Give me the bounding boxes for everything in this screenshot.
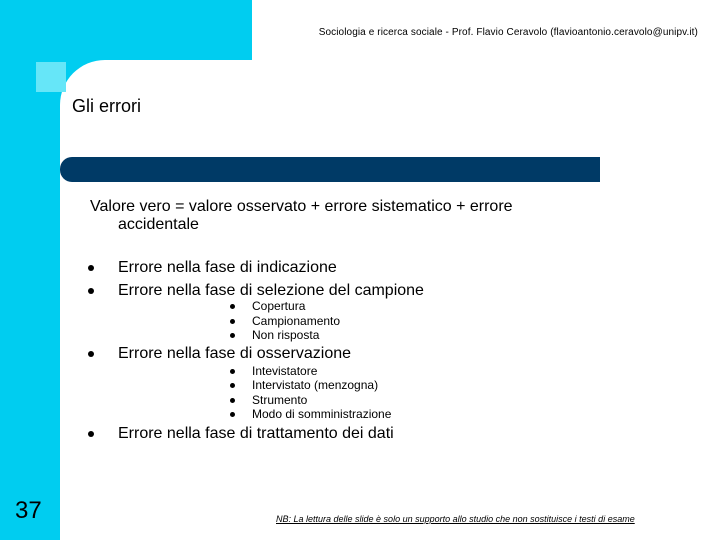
sub-bullet-dot-icon (230, 304, 235, 309)
formula-line-1: Valore vero = valore osservato + errore sistematico + errore (90, 198, 513, 215)
sub-bullet-dot-icon (230, 398, 235, 403)
title-rule-bar (60, 157, 600, 182)
bullet-dot-icon (88, 265, 94, 271)
bullet-label: Errore nella fase di indicazione (118, 259, 337, 276)
sub-bullet-label: Intervistato (menzogna) (252, 378, 379, 392)
slide-title: Gli errori (72, 96, 142, 116)
bullet-label: Errore nella fase di trattamento dei dati (118, 425, 394, 442)
sub-bullet-dot-icon (230, 369, 235, 374)
bullet-label: Errore nella fase di selezione del campione (118, 282, 424, 299)
bullet-dot-icon (88, 431, 94, 437)
sub-bullet-label: Copertura (252, 299, 306, 313)
bullet-dot-icon (88, 351, 94, 357)
bullet-dot-icon (88, 288, 94, 294)
formula-text (90, 198, 590, 234)
sub-bullet-label: Intevistatore (252, 364, 318, 378)
formula-line-2: accidentale (118, 216, 199, 233)
sub-bullet-dot-icon (230, 412, 235, 417)
footer-note: NB: La lettura delle slide è solo un supporto allo studio che non sostituisce i testi di esame (276, 514, 635, 524)
header-text: Sociologia e ricerca sociale - Prof. Flavio Ceravolo (flavioantonio.ceravolo@unipv.it) (318, 27, 698, 38)
decorative-square (36, 62, 66, 92)
top-accent-band (0, 0, 252, 60)
sub-bullet-label: Modo di somministrazione (252, 407, 392, 421)
sub-bullet-label: Strumento (252, 393, 308, 407)
page-number: 37 (15, 497, 42, 524)
sub-bullet-dot-icon (230, 333, 235, 338)
sub-bullet-label: Non risposta (252, 328, 320, 342)
bullet-label: Errore nella fase di osservazione (118, 345, 352, 362)
sub-bullet-dot-icon (230, 383, 235, 388)
sub-bullet-dot-icon (230, 319, 235, 324)
sub-bullet-label: Campionamento (252, 314, 341, 328)
